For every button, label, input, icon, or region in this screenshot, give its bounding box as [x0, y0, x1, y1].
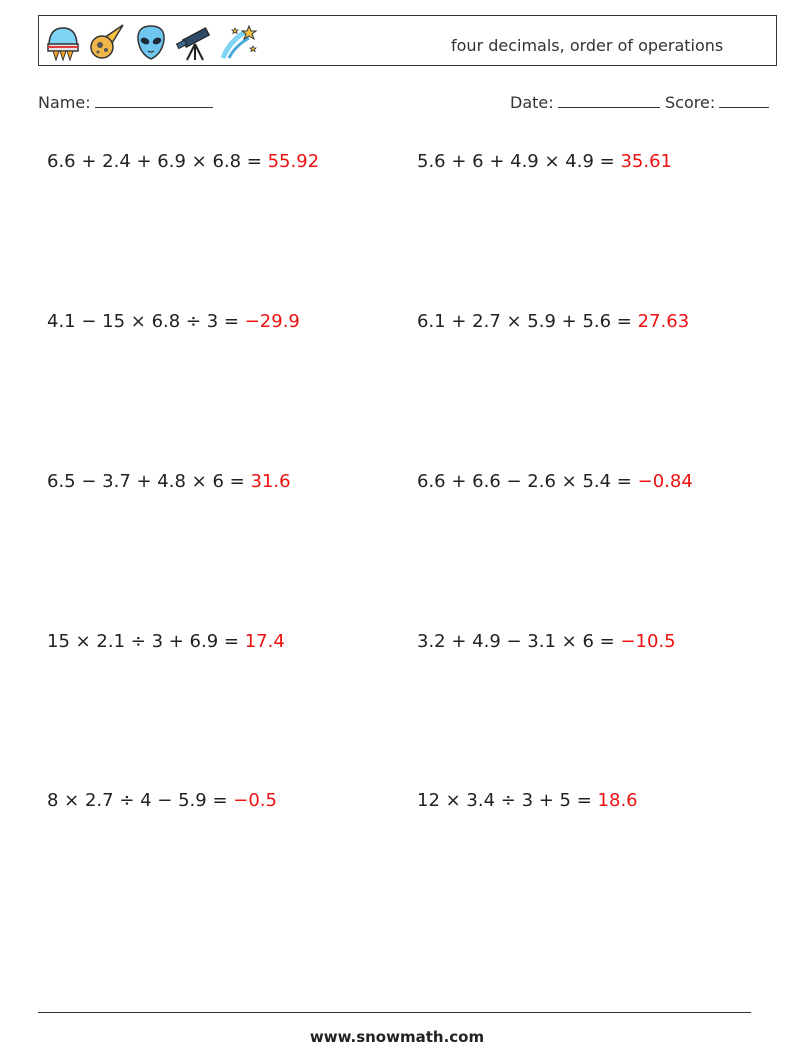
shooting-star-icon	[219, 22, 259, 62]
header-icons	[43, 20, 259, 64]
problem-answer: −10.5	[620, 631, 676, 652]
problem-expression: 6.6 + 2.4 + 6.9 × 6.8 =	[47, 151, 268, 172]
problem-expression: 6.6 + 6.6 − 2.6 × 5.4 =	[417, 471, 638, 492]
name-label: Name:	[38, 93, 91, 112]
problem-6	[417, 471, 693, 492]
problem-answer: 17.4	[244, 631, 285, 652]
worksheet-title: four decimals, order of operations	[451, 36, 724, 55]
telescope-icon	[175, 22, 215, 62]
score-field	[665, 93, 769, 112]
score-label: Score:	[665, 93, 716, 112]
problem-5	[47, 471, 291, 492]
problem-1	[47, 151, 319, 172]
footer-divider	[38, 1012, 751, 1013]
problem-7	[47, 631, 285, 652]
problem-answer: 18.6	[597, 790, 638, 811]
problem-answer: −29.9	[244, 311, 300, 332]
problem-expression: 3.2 + 4.9 − 3.1 × 6 =	[417, 631, 621, 652]
problem-3	[47, 311, 300, 332]
score-line[interactable]	[719, 93, 769, 108]
problem-answer: 55.92	[267, 151, 320, 172]
problem-expression: 4.1 − 15 × 6.8 ÷ 3 =	[47, 311, 245, 332]
date-field	[510, 93, 660, 112]
name-field	[38, 93, 213, 112]
problem-answer: 31.6	[250, 471, 291, 492]
problem-expression: 5.6 + 6 + 4.9 × 4.9 =	[417, 151, 621, 172]
problem-expression: 6.5 − 3.7 + 4.8 × 6 =	[47, 471, 251, 492]
problem-8	[417, 631, 676, 652]
problem-expression: 8 × 2.7 ÷ 4 − 5.9 =	[47, 790, 234, 811]
problem-expression: 15 × 2.1 ÷ 3 + 6.9 =	[47, 631, 245, 652]
problem-expression: 12 × 3.4 ÷ 3 + 5 =	[417, 790, 598, 811]
footer-site[interactable]: www.snowmath.com	[309, 1028, 485, 1046]
problem-2	[417, 151, 672, 172]
problem-answer: −0.5	[233, 790, 277, 811]
spaceship-icon	[43, 22, 83, 62]
problem-9	[47, 790, 277, 811]
problem-answer: 35.61	[620, 151, 672, 172]
problem-answer: 27.63	[637, 311, 690, 332]
problem-4	[417, 311, 689, 332]
name-line[interactable]	[95, 93, 213, 108]
problem-answer: −0.84	[637, 471, 693, 492]
alien-icon	[131, 22, 171, 62]
meteor-icon	[87, 22, 127, 62]
worksheet-header	[38, 15, 777, 66]
problem-10	[417, 790, 638, 811]
date-line[interactable]	[558, 93, 660, 108]
problem-expression: 6.1 + 2.7 × 5.9 + 5.6 =	[417, 311, 638, 332]
date-label: Date:	[510, 93, 554, 112]
